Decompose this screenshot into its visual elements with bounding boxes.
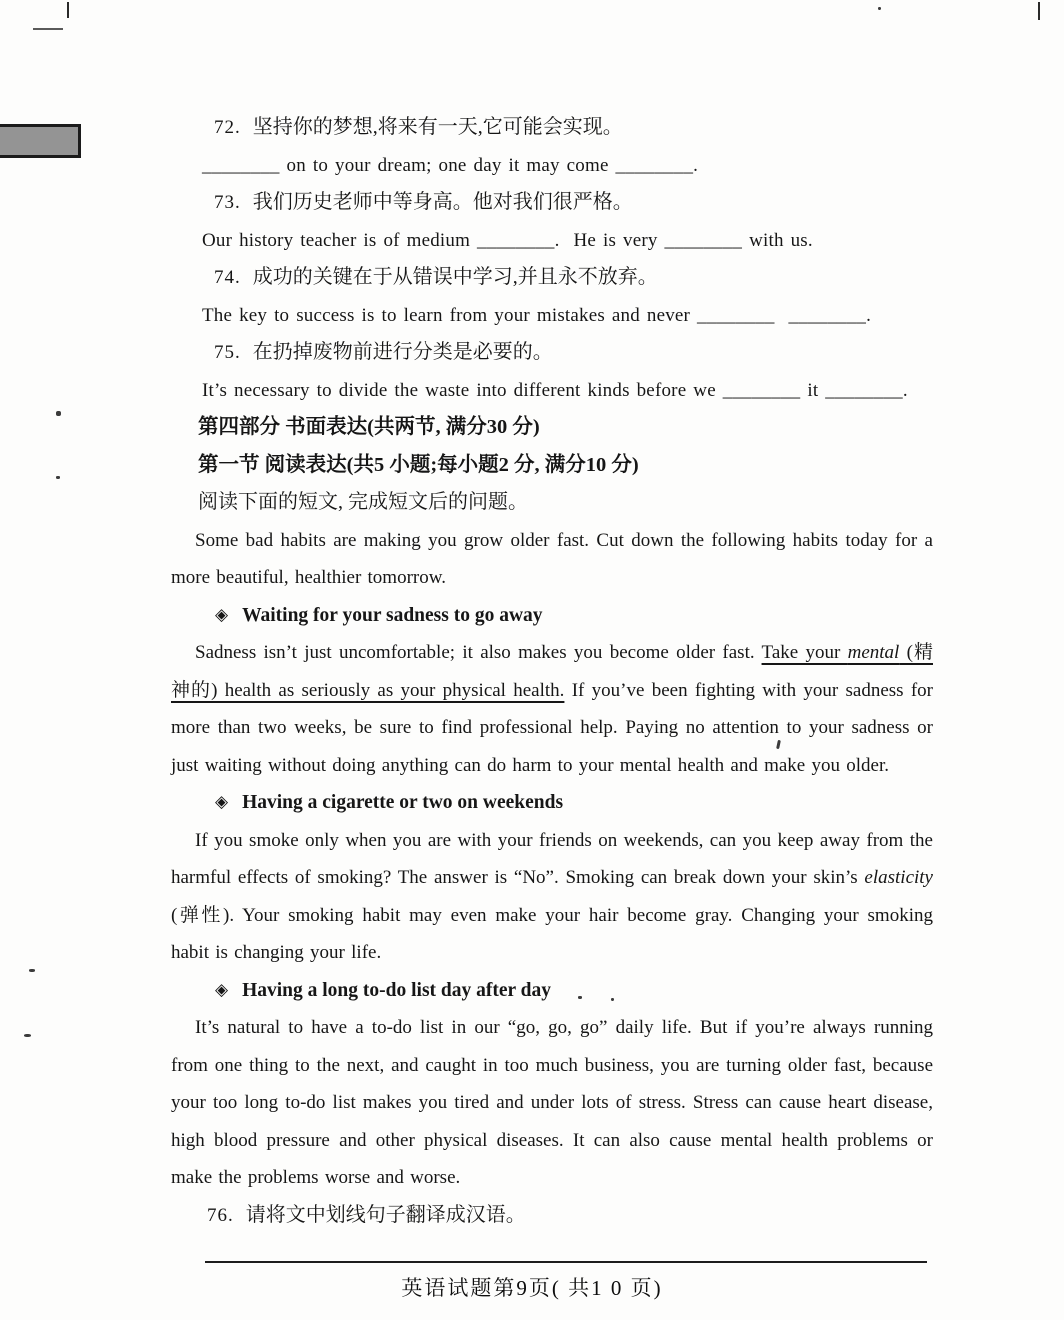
page-footer: 英语试题第9页( 共1 0 页)	[401, 1276, 663, 1300]
item-74-chinese	[171, 259, 933, 297]
question-76-number: 76.	[207, 1204, 234, 1226]
item-74-number: 74.	[214, 267, 241, 288]
text-segment: If you’ve been fighting with your sadness for more than two weeks, be sure to find professional help. Paying no attention to your sadness or just waiting without doing anything can do harm to your mental health and make you older.	[171, 679, 933, 776]
scan-speck	[878, 7, 881, 10]
item-73-number: 73.	[214, 192, 241, 213]
part4-heading: 第四部分 书面表达(共两节, 满分30 分)	[198, 416, 540, 438]
scan-artifact-dash	[33, 28, 63, 30]
reading-instruction: 阅读下面的短文, 完成短文后的问题。	[198, 491, 528, 513]
text-segment: elasticity	[864, 867, 933, 888]
page-content	[171, 109, 933, 1234]
text-segment: Take your	[761, 642, 848, 663]
text-segment: mental	[847, 642, 900, 663]
item-73-chinese	[171, 184, 933, 222]
text-segment: (精神的) health as seriously as your physical health.	[171, 642, 933, 701]
passage-section-2-title	[171, 784, 933, 822]
passage-section-1-body	[171, 634, 933, 784]
section1-heading: 第一节 阅读表达(共5 小题;每小题2 分, 满分10 分)	[198, 453, 639, 476]
text-segment: Sadness isn’t just uncomfortable; it also makes you become older fast.	[195, 642, 762, 663]
text-segment: (弹性). Your smoking habit may even make your hair become gray. Changing your smoking habit is changing your life.	[171, 904, 933, 963]
passage-section-3-title	[171, 972, 933, 1010]
scan-artifact-gray-box	[0, 124, 81, 158]
passage-section-2-body	[171, 822, 933, 972]
item-75-english-blank-line: It’s necessary to divide the waste into different kinds before we ________ it ________.	[202, 379, 908, 401]
question-76-text: 请将文中划线句子翻译成汉语。	[245, 1203, 526, 1226]
section-3-title-text: Having a long to-do list day after day	[242, 979, 552, 1001]
scan-artifact-tick	[1038, 2, 1040, 20]
item-74-chinese-text: 成功的关键在于从错误中学习,并且永不放弃。	[252, 266, 658, 288]
text-segment: If you smoke only when you are with your friends on weekends, can you keep away from the harmful effects of smoking? The answer is “No”. Smoking can break down your skin’s	[171, 829, 933, 888]
section-2-title-text: Having a cigarette or two on weekends	[242, 792, 564, 813]
diamond-bullet-icon: ◈	[215, 604, 229, 624]
item-75-chinese-text: 在扔掉废物前进行分类是必要的。	[252, 341, 553, 363]
item-74-english-blank-line: The key to success is to learn from your mistakes and never ________ ________.	[202, 304, 872, 326]
section-1-title-text: Waiting for your sadness to go away	[242, 604, 543, 626]
item-72-number: 72.	[214, 117, 241, 138]
item-75-number: 75.	[214, 342, 241, 363]
scan-speck	[56, 476, 60, 479]
scan-speck	[24, 1034, 31, 1037]
item-73-chinese-text: 我们历史老师中等身高。他对我们很严格。	[252, 191, 633, 213]
item-75-chinese	[171, 334, 933, 372]
item-72-chinese-text: 坚持你的梦想,将来有一天,它可能会实现。	[252, 116, 623, 138]
scan-artifact-tick	[67, 2, 69, 18]
item-72-chinese	[171, 109, 933, 147]
question-76	[171, 1197, 933, 1235]
diamond-bullet-icon: ◈	[215, 979, 229, 999]
scan-speck	[56, 411, 61, 416]
passage-intro: Some bad habits are making you grow older fast. Cut down the following habits today for a more beautiful, healthier tomorrow.	[171, 529, 933, 588]
footer-rule	[205, 1261, 927, 1263]
passage-section-1-title	[171, 597, 933, 635]
passage-section-3-body	[171, 1009, 933, 1197]
item-73-english-blank-line: Our history teacher is of medium ________. He is very ________ with us.	[202, 229, 813, 251]
diamond-bullet-icon: ◈	[215, 792, 229, 811]
text-segment: It’s natural to have a to-do list in our “go, go, go” daily life. But if you’re always running from one thing to the next, and caught in too much business, you are turning older fast, because your too long to-do list makes you tired and under lots of stress. Stress can cause heart disease, high blood pressure and other physical diseases. It can also cause mental health problems or make the problems worse and worse.	[171, 1017, 933, 1188]
scan-speck	[29, 969, 35, 972]
item-72-english-blank-line: ________ on to your dream; one day it may come ________.	[202, 154, 699, 176]
